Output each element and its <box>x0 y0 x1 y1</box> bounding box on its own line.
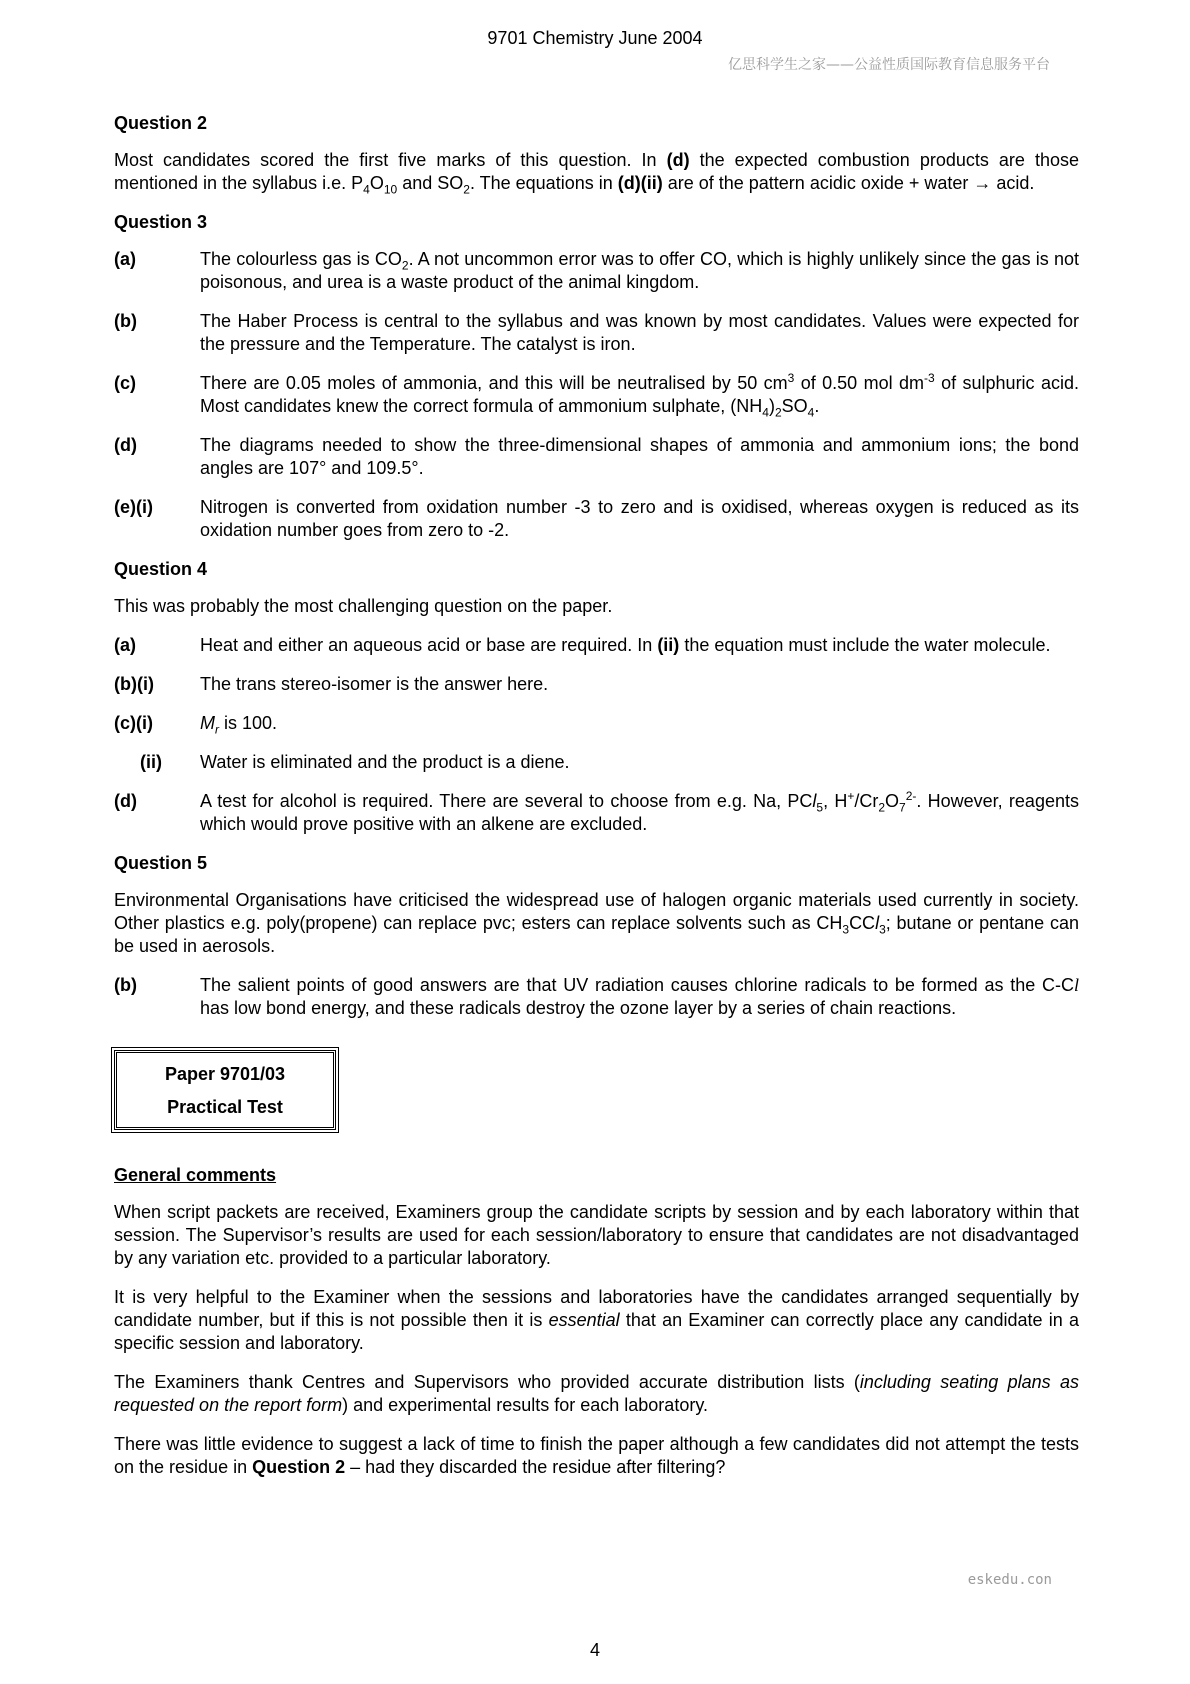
footer-watermark: eskedu.con <box>967 1572 1052 1588</box>
item-label: (b) <box>114 311 137 331</box>
item-text: $M_r$ is 100. <box>200 713 278 737</box>
question-4bi-item <box>114 673 1079 696</box>
page-content <box>114 112 1079 1495</box>
question-4d-item <box>114 790 1079 836</box>
item-text: The trans stereo-isomer is the answer here. <box>200 674 549 694</box>
general-paragraph-4: There was little evidence to suggest a lack of time to finish the paper although a few candidates did not attempt the tests on the residue in Question 2 – had they discarded the residue after filtering? <box>114 1434 1079 1477</box>
question-3a-item <box>114 248 1079 294</box>
paper-code: Paper 9701/03 <box>164 1064 286 1084</box>
item-label: (b)(i) <box>114 674 154 694</box>
item-label: (e)(i) <box>114 497 153 517</box>
question-3e-item <box>114 496 1079 542</box>
question-4cii-item <box>114 751 1079 774</box>
question-5b-item <box>114 974 1079 1020</box>
item-text: Water is eliminated and the product is a diene. <box>200 752 570 772</box>
paper-section-box <box>114 1050 336 1130</box>
page-number: 4 <box>589 1640 600 1660</box>
item-label: (d) <box>114 791 137 811</box>
header-watermark: 亿思科学生之家——公益性质国际教育信息服务平台 <box>728 57 1050 73</box>
general-comments-heading: General comments <box>114 1165 277 1185</box>
item-text: Heat and either an aqueous acid or base are required. In (ii) the equation must include the water molecule. <box>200 635 1051 655</box>
item-text: A test for alcohol is required. There are several to choose from e.g. Na, PCl$_5$, $H^+/Cr_2O_7^{2-}$. However, reagents which would prove positive with an alkene are excluded. <box>200 789 1079 834</box>
question-5-heading: Question 5 <box>114 853 208 873</box>
general-paragraph-3: The Examiners thank Centres and Supervisors who provided accurate distribution lists (including seating plans as requested on the report form) and experimental results for each laboratory. <box>114 1372 1080 1415</box>
general-paragraph-1: When script packets are received, Examiners group the candidate scripts by session and by each laboratory within that session. The Supervisor’s results are used for each session/laboratory to ensure that candidates are not disadvantaged by any variation etc. provided to a particular laboratory. <box>114 1202 1079 1268</box>
question-4-intro: This was probably the most challenging question on the paper. <box>114 596 613 616</box>
item-text: The diagrams needed to show the three-dimensional shapes of ammonia and ammonium ions; the bond angles are 107° and 109.5°. <box>200 435 1079 478</box>
question-3b-item <box>114 310 1079 356</box>
item-label: (c)(i) <box>114 713 153 733</box>
item-label: (ii) <box>140 752 162 772</box>
item-text: The Haber Process is central to the syllabus and was known by most candidates. Values were expected for the pressure and the Temperature. The catalyst is iron. <box>200 311 1079 354</box>
question-3c-item <box>114 372 1079 418</box>
item-text: Nitrogen is converted from oxidation number -3 to zero and is oxidised, whereas oxygen is reduced as its oxidation number goes from zero to -2. <box>200 497 1079 540</box>
item-label: (a) <box>114 249 136 269</box>
question-2-heading: Question 2 <box>114 113 208 133</box>
paper-title: Practical Test <box>167 1097 283 1117</box>
item-label: (b) <box>114 975 137 995</box>
question-4a-item <box>114 634 1079 657</box>
item-label: (c) <box>114 373 136 393</box>
question-4ci-item <box>114 712 1079 735</box>
item-label: (d) <box>114 435 137 455</box>
question-3d-item <box>114 434 1079 480</box>
question-3-heading: Question 3 <box>114 212 208 232</box>
question-2-paragraph: Most candidates scored the first five marks of this question. In (d) the expected combustion products are those mentioned in the syllabus i.e. $P_4O_{10}$ and $SO_2$. The equations in (d)(ii) are of the pattern acidic oxide + water → acid. <box>114 150 1079 197</box>
item-label: (a) <box>114 635 136 655</box>
item-text: There are 0.05 moles of ammonia, and this will be neutralised by 50 $cm^3$ of 0.50 mol $dm^{-3}$ of sulphuric acid. Most candidates knew the correct formula of ammonium sulphate, $(NH_4)_2SO_4$. <box>200 371 1079 420</box>
item-text: The salient points of good answers are that UV radiation causes chlorine radicals to be formed as the C-Cl has low bond energy, and these radicals destroy the ozone layer by a series of chain reactions. <box>200 975 1079 1018</box>
general-paragraph-2: It is very helpful to the Examiner when the sessions and laboratories have the candidates arranged sequentially by candidate number, but if this is not possible then it is essential that an Examiner can correctly place any candidate in a specific session and laboratory. <box>114 1287 1079 1353</box>
page-header-title: 9701 Chemistry June 2004 <box>487 28 703 48</box>
question-5-paragraph: Environmental Organisations have criticised the widespread use of halogen organic materials used currently in society. Other plastics e.g. poly(propene) can replace pvc; esters can replace solvents such as $CH_3CCl_3$; butane or pentane can be used in aerosols. <box>114 890 1079 956</box>
item-text: The colourless gas is $CO_2$. A not uncommon error was to offer CO, which is highly unlikely since the gas is not poisonous, and urea is a waste product of the animal kingdom. <box>200 249 1080 292</box>
question-4-heading: Question 4 <box>114 559 208 579</box>
